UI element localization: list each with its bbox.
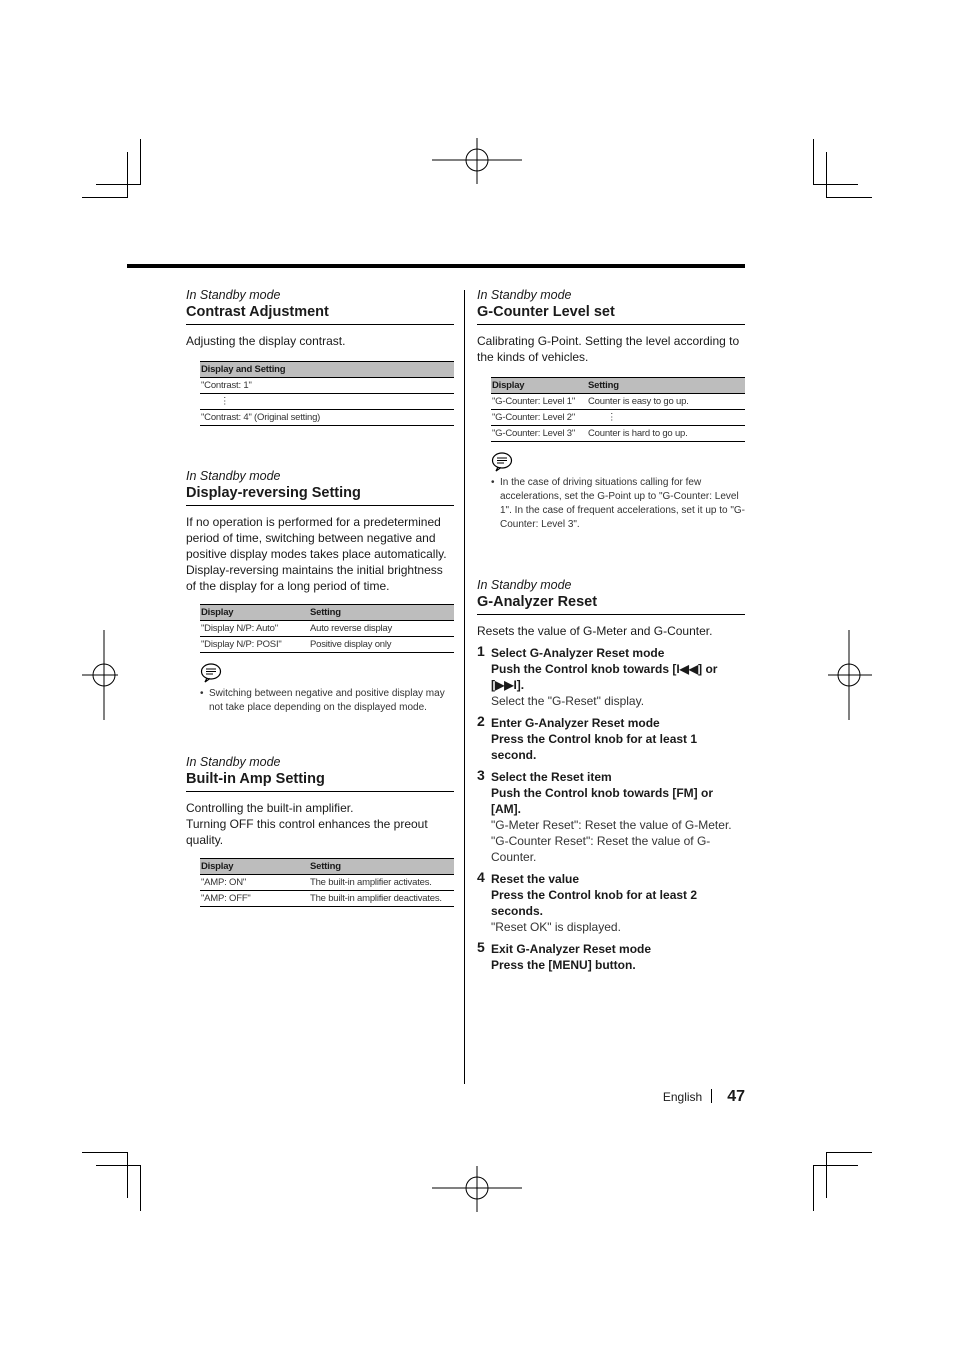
table-cell: "G-Counter: Level 3" [491,426,587,442]
step-action: Press the Control knob for at least 1 second. [491,732,698,762]
table-header: Display [491,378,587,394]
builtin-amp-table [200,858,454,907]
page-footer [640,1088,745,1106]
table-header: Setting [309,605,454,621]
table-cell: ⋮ [200,394,454,410]
step-title: Reset the value [491,872,580,886]
section-description: Adjusting the display contrast. [186,334,346,348]
section-title: Contrast Adjustment [186,303,454,325]
table-cell: Positive display only [309,637,454,653]
registration-mark-left [80,628,120,722]
section-builtin-amp [186,754,454,907]
section-description: Resets the value of G-Meter and G-Counter. [477,624,713,638]
step-number: 2 [477,713,485,729]
step-action: Push the Control knob towards [FM] or [AM]. [491,786,713,816]
step-result: "Reset OK" is displayed. [491,920,621,934]
page-number: 47 [727,1088,745,1105]
table-cell: "Contrast: 1" [200,378,454,394]
step-2 [477,715,745,763]
registration-mark-right [826,628,874,722]
table-header: Display [200,859,309,875]
step-number: 1 [477,643,485,659]
bullet: • [200,688,204,699]
step-action: Press the Control knob for at least 2 seconds. [491,888,698,918]
table-cell: Counter is hard to go up. [587,426,745,442]
section-description-1: Controlling the built-in amplifier. [186,801,354,815]
table-header: Display and Setting [200,362,454,378]
step-title: Exit G-Analyzer Reset mode [491,942,652,956]
step-1 [477,645,745,709]
note-text: In the case of driving situations calling for few accelerations, set the G-Point up to "G-Counter: Level 1". In the case of frequent accelerations, set it up to "G-Counter: Level 3". [500,477,746,530]
g-counter-table [491,377,745,442]
step-action: Push the Control knob towards [I◀◀] or [▶▶I]. [491,662,718,692]
note-icon [491,452,513,472]
header-rule [127,264,745,268]
table-cell: The built-in amplifier activates. [309,875,454,891]
step-result-2: "G-Counter Reset": Reset the value of G-Counter. [491,834,711,864]
section-contrast [186,287,454,426]
footer-language: English [662,1090,703,1104]
section-title: G-Counter Level set [477,303,745,325]
step-number: 3 [477,767,485,783]
contrast-table [200,361,454,426]
table-cell: "AMP: OFF" [200,891,309,907]
table-cell: The built-in amplifier deactivates. [309,891,454,907]
registration-mark-bottom [430,1164,524,1214]
note-item [200,687,454,715]
step-title: Select G-Analyzer Reset mode [491,646,665,660]
step-title: Select the Reset item [491,770,612,784]
table-cell: "AMP: ON" [200,875,309,891]
section-title: G-Analyzer Reset [477,593,745,615]
table-cell: ⋮ [587,410,745,426]
mode-label: In Standby mode [186,755,281,769]
table-cell: "G-Counter: Level 2" [491,410,587,426]
section-description: Calibrating G-Point. Setting the level according to the kinds of vehicles. [477,334,740,364]
section-title: Display-reversing Setting [186,484,454,506]
table-cell: "G-Counter: Level 1" [491,394,587,410]
table-header: Display [200,605,309,621]
note-text: Switching between negative and positive display may not take place depending on the displayed mode. [209,688,445,713]
display-reversing-table [200,604,454,653]
bullet: • [491,477,495,488]
step-title: Enter G-Analyzer Reset mode [491,716,660,730]
step-number: 4 [477,869,485,885]
step-number: 5 [477,939,485,955]
step-3 [477,769,745,865]
footer-separator [711,1089,712,1103]
mode-label: In Standby mode [477,288,572,302]
table-header: Setting [587,378,745,394]
table-header: Setting [309,859,454,875]
table-cell: "Display N/P: POSI" [200,637,309,653]
table-cell: Auto reverse display [309,621,454,637]
table-cell: Counter is easy to go up. [587,394,745,410]
step-5 [477,941,745,973]
registration-mark-top [430,136,524,186]
table-cell: "Display N/P: Auto" [200,621,309,637]
mode-label: In Standby mode [186,469,281,483]
step-4 [477,871,745,935]
note-icon [200,663,222,683]
step-action: Press the [MENU] button. [491,958,636,972]
note-item [491,476,745,532]
section-title: Built-in Amp Setting [186,770,454,792]
table-cell: "Contrast: 4" (Original setting) [200,410,454,426]
section-display-reversing [186,468,454,715]
section-g-analyzer [477,577,745,973]
section-g-counter [477,287,745,532]
step-result: Select the "G-Reset" display. [491,694,645,708]
mode-label: In Standby mode [186,288,281,302]
mode-label: In Standby mode [477,578,572,592]
section-description-2: Turning OFF this control enhances the preout quality. [186,817,428,847]
column-divider [464,290,465,1084]
step-result: "G-Meter Reset": Reset the value of G-Meter. [491,818,732,832]
section-description: If no operation is performed for a predetermined period of time, switching between negative and positive display modes takes place automatically. Display-reversing maintains the initial brightness of the display for a long period of time. [186,515,447,593]
